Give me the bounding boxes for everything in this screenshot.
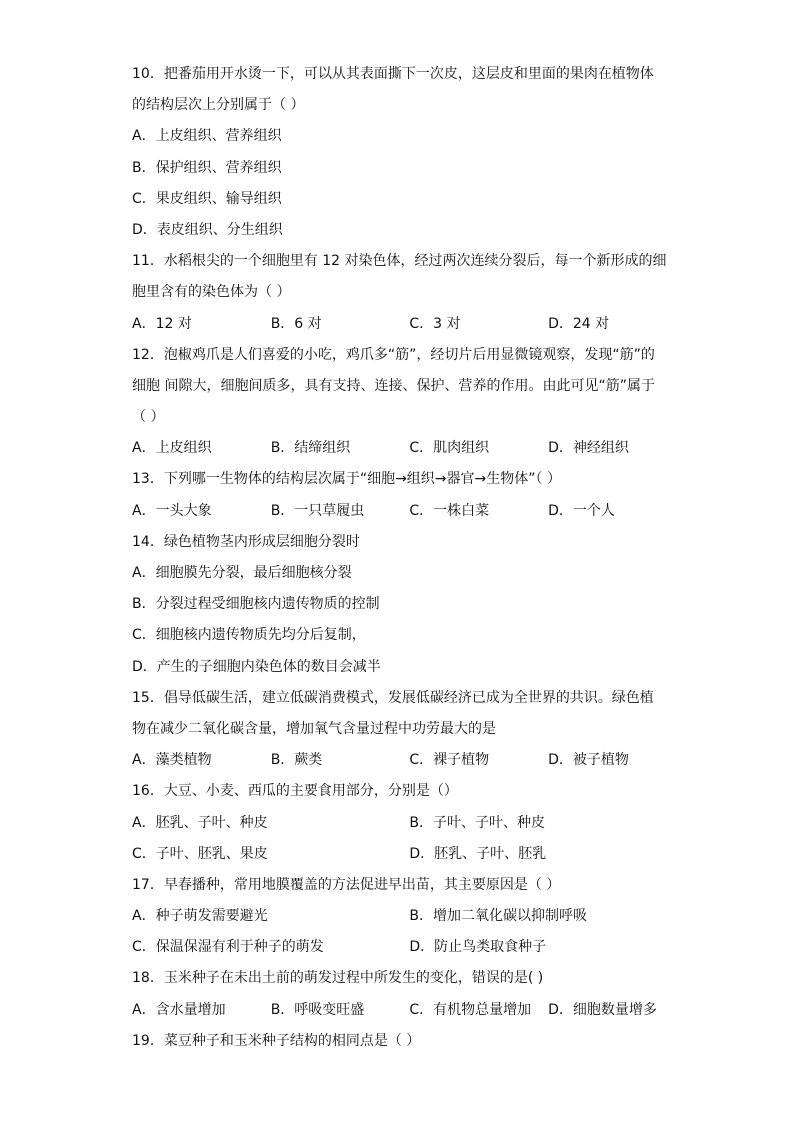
option-a: A．一头大象 xyxy=(132,502,212,519)
question-13-options xyxy=(132,496,672,527)
option-a: A．藻类植物 xyxy=(132,752,212,769)
question-11-stem: 11．水稻根尖的一个细胞里有 12 对染色体，经过两次连续分裂后，每一个新形成的细 xyxy=(132,253,667,270)
question-18-stem: 18．玉米种子在未出土前的萌发过程中所发生的变化，错误的是( ) xyxy=(132,970,544,987)
option-d: D．一个人 xyxy=(548,502,615,519)
option-c: C．果皮组织、输导组织 xyxy=(132,190,282,207)
option-d: D．防止鸟类取食种子 xyxy=(409,939,547,956)
question-19-stem: 19．菜豆种子和玉米种子结构的相同点是（ ） xyxy=(132,1032,421,1049)
option-c: C．有机物总量增加 xyxy=(409,1001,532,1018)
option-b: B．增加二氧化碳以抑制呼吸 xyxy=(409,908,587,925)
option-a: A．细胞膜先分裂，最后细胞核分裂 xyxy=(132,565,352,581)
option-d: D．24 对 xyxy=(548,315,610,332)
option-b: B．保护组织、营养组织 xyxy=(132,159,282,176)
question-11-options xyxy=(132,309,672,340)
option-b: B．结缔组织 xyxy=(270,440,351,457)
question-15-options xyxy=(132,745,672,776)
question-14-stem: 14．绿色植物茎内形成层细胞分裂时 xyxy=(132,533,360,550)
option-c: C．肌肉组织 xyxy=(409,440,490,457)
option-b: B．呼吸变旺盛 xyxy=(270,1001,365,1018)
question-16-options-row2 xyxy=(132,839,672,870)
question-13-stem: 13．下列哪一生物体的结构层次属于“细胞→组织→器官→生物体”（ ） xyxy=(132,471,561,488)
option-d: D．神经组织 xyxy=(548,440,629,457)
option-b: B．分裂过程受细胞核内遗传物质的控制 xyxy=(132,596,380,613)
question-12-stem: （ ） xyxy=(132,409,165,426)
question-10-stem: 10．把番茄用开水烫一下，可以从其表面撕下一次皮，这层皮和里面的果肉在植物体 xyxy=(132,66,654,82)
question-11-stem: 胞里含有的染色体为（ ） xyxy=(132,284,291,301)
option-c: C．子叶、胚乳、果皮 xyxy=(132,845,268,862)
option-a: A．含水量增加 xyxy=(132,1001,226,1018)
option-b: B．一只草履虫 xyxy=(270,502,365,519)
question-15-stem: 物在减少二氧化碳含量，增加氧气含量过程中功劳最大的是 xyxy=(132,720,496,737)
question-15-stem: 15．倡导低碳生活，建立低碳消费模式，发展低碳经济已成为全世界的共识。绿色植 xyxy=(132,689,654,706)
option-c: C．细胞核内遗传物质先均分后复制， xyxy=(132,627,366,644)
option-a: A．上皮组织 xyxy=(132,440,212,457)
option-b: B．子叶、子叶、种皮 xyxy=(409,814,545,831)
option-a: A．上皮组织、营养组织 xyxy=(132,128,282,145)
question-17-stem: 17．早春播种，常用地膜覆盖的方法促进早出苗，其主要原因是（ ） xyxy=(132,876,561,893)
option-b: B．6 对 xyxy=(270,315,322,332)
option-d: D．细胞数量增多 xyxy=(548,1001,657,1018)
question-10-stem: 的结构层次上分别属于（ ） xyxy=(132,97,305,114)
question-18-options xyxy=(132,995,672,1026)
option-b: B．蕨类 xyxy=(270,752,323,769)
option-c: C．3 对 xyxy=(409,315,461,332)
question-16-options-row1 xyxy=(132,808,672,839)
option-d: D．胚乳、子叶、胚乳 xyxy=(409,845,547,862)
question-16-stem: 16．大豆、小麦、西瓜的主要食用部分，分别是（） xyxy=(132,783,458,800)
option-a: A．12 对 xyxy=(132,315,192,332)
option-d: D．被子植物 xyxy=(548,752,629,769)
question-12-stem: 12．泡椒鸡爪是人们喜爱的小吃，鸡爪多“筋”，经切片后用显微镜观察，发现“筋”的 xyxy=(132,346,655,363)
option-a: A．胚乳、子叶、种皮 xyxy=(132,814,268,831)
question-17-options-row1 xyxy=(132,901,672,932)
question-17-options-row2 xyxy=(132,932,672,963)
option-d: D．表皮组织、分生组织 xyxy=(132,221,283,238)
option-a: A．种子萌发需要避光 xyxy=(132,908,268,925)
option-c: C．保温保湿有利于种子的萌发 xyxy=(132,939,324,956)
option-c: C．裸子植物 xyxy=(409,752,490,769)
option-d: D．产生的子细胞内染色体的数目会减半 xyxy=(132,658,381,675)
exam-page xyxy=(132,59,672,1057)
question-12-options xyxy=(132,433,672,464)
option-c: C．一株白菜 xyxy=(409,502,490,519)
question-12-stem: 细胞 间隙大，细胞间质多，具有支持、连接、保护、营养的作用。由此可见“筋”属于 xyxy=(132,377,655,394)
